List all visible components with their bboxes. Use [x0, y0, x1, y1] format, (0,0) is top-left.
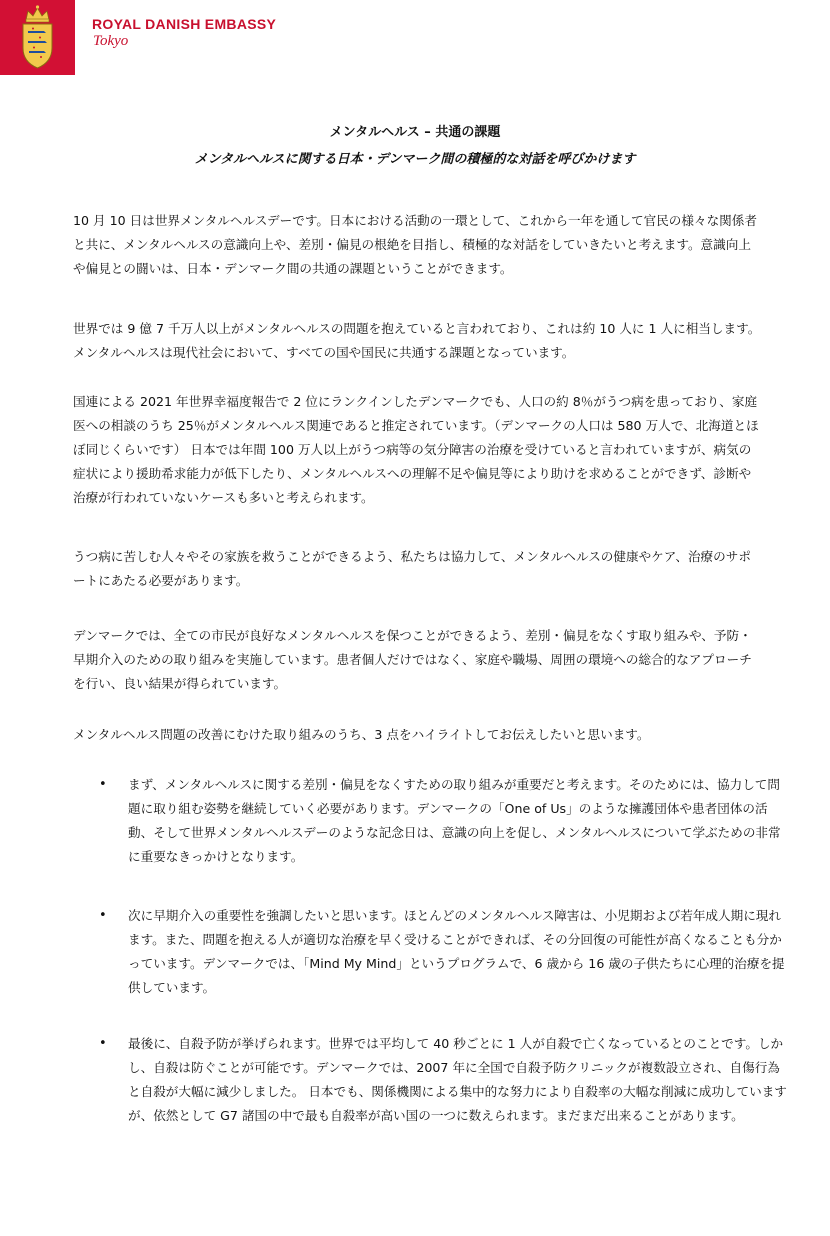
paragraph-2 [73, 317, 763, 365]
list-item [73, 773, 788, 869]
page-title: メンタルヘルス – 共通の課題 [329, 125, 501, 140]
bullet-icon: • [99, 908, 107, 923]
paragraph-1 [73, 209, 763, 281]
paragraph-6 [73, 723, 763, 747]
bullet-icon: • [99, 1036, 107, 1051]
embassy-name: ROYAL DANISH EMBASSY [92, 16, 277, 32]
list-item-text: 最後に、自殺予防が挙げられます。世界では平均して 40 秒ごとに 1 人が自殺で亡くなっているとのことです。しかし、自殺は防ぐことが可能です。デンマークでは、2007 年に全国で自殺予防クリニックが複数設立され、自傷行為と自殺が大幅に減少しました。 日本でも、関係機関による集中的な努力により自殺率の大幅な削減に成功していますが、依然として G7 諸国の中で最も自殺率が高い国の一つに数えられます。まだまだ出来ることがあります。 [128, 1036, 787, 1123]
paragraph-3 [73, 390, 763, 510]
paragraph-text: デンマークでは、全ての市民が良好なメンタルヘルスを保つことができるよう、差別・偏見をなくす取り組みや、予防・早期介入のための取り組みを実施しています。患者個人だけではなく、家庭や職場、周囲の環境への総合的なアプローチを行い、良い結果が得られています。 [73, 628, 752, 691]
paragraph-text: 国連による 2021 年世界幸福度報告で 2 位にランクインしたデンマークでも、人口の約 8％がうつ病を患っており、家庭医への相談のうち 25％がメンタルヘルス関連であると推定されています。（デンマークの人口は 580 万人で、北海道とほぼ同じくらいです） 日本では年間 100 万人以上がうつ病等の気分障害の治療を受けていると言われていますが、病気の症状により援助希求能力が低下したり、メンタルヘルスへの理解不足や偏見等により助けを求めることができず、診断や治療が行われていないケースも多いと考えられます。 [73, 394, 759, 505]
page-subtitle: メンタルヘルスに関する日本・デンマーク間の積極的な対話を呼びかけます [194, 152, 636, 167]
paragraph-text: 世界では 9 億 7 千万人以上がメンタルヘルスの問題を抱えていると言われており、これは約 10 人に 1 人に相当します。メンタルヘルスは現代社会において、すべての国や国民に共通する課題となっています。 [73, 321, 761, 360]
paragraph-4 [73, 545, 763, 593]
embassy-city: Tokyo [93, 33, 129, 49]
paragraph-text: 10 月 10 日は世界メンタルヘルスデーです。日本における活動の一環として、これから一年を通して官民の様々な関係者と共に、メンタルヘルスの意識向上や、差別・偏見の根絶を目指し、積極的な対話をしていきたいと考えます。意識向上や偏見との闘いは、日本・デンマーク間の共通の課題ということができます。 [73, 213, 757, 276]
embassy-logo [0, 0, 75, 75]
coat-of-arms-icon [0, 0, 75, 75]
list-item [73, 904, 788, 1000]
list-item [73, 1032, 788, 1128]
bullet-icon: • [99, 777, 107, 792]
list-item-text: まず、メンタルヘルスに関する差別・偏見をなくすための取り組みが重要だと考えます。そのためには、協力して問題に取り組む姿勢を継続していく必要があります。デンマークの「One of Us」のような擁護団体や患者団体の活動、そして世界メンタルヘルスデーのような記念日は、意識の向上を促し、メンタルヘルスについて学ぶための非常に重要なきっかけとなります。 [128, 777, 781, 864]
paragraph-text: うつ病に苦しむ人々やその家族を救うことができるよう、私たちは協力して、メンタルヘルスの健康やケア、治療のサポートにあたる必要があります。 [73, 549, 751, 588]
paragraph-text: メンタルヘルス問題の改善にむけた取り組みのうち、3 点をハイライトしてお伝えしたいと思います。 [73, 727, 650, 742]
list-item-text: 次に早期介入の重要性を強調したいと思います。ほとんどのメンタルヘルス障害は、小児期および若年成人期に現れます。また、問題を抱える人が適切な治療を早く受けることができれば、その分回復の可能性が高くなることも分かっています。デンマークでは、「Mind My Mind」というプログラムで、6 歳から 16 歳の子供たちに心理的治療を提供しています。 [128, 908, 785, 995]
paragraph-5 [73, 624, 763, 696]
